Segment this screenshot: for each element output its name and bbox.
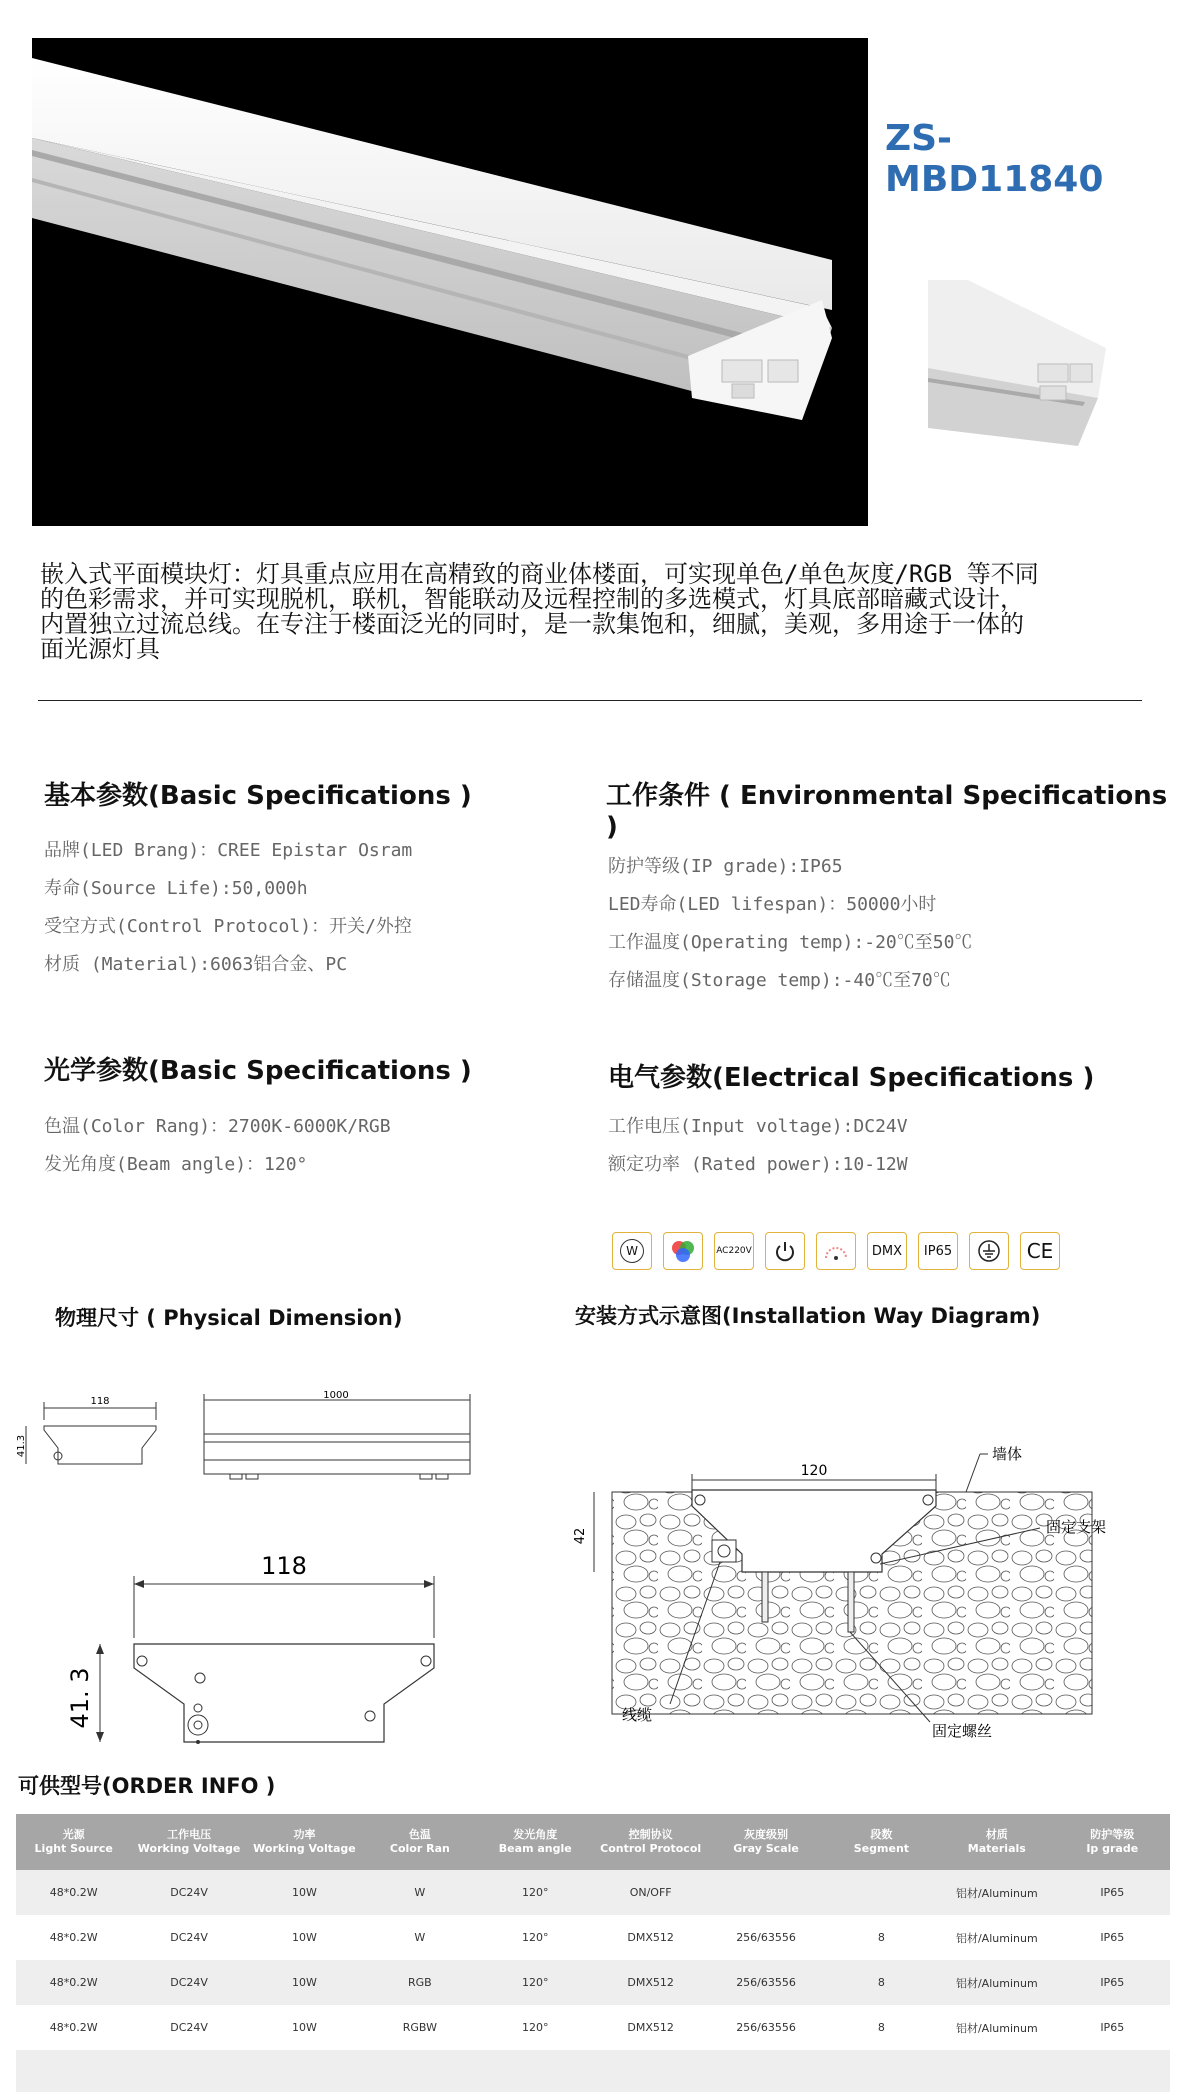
table-cell: 48*0.2W	[16, 2005, 131, 2050]
large-height-label: 41. 3	[66, 1667, 94, 1729]
table-header: 色温 Color Ran	[362, 1814, 477, 1870]
table-row	[16, 1870, 1170, 1915]
w-icon: W	[612, 1232, 652, 1270]
table-cell: 10W	[247, 2005, 362, 2050]
installation-diagram-title: 安装方式示意图(Installation Way Diagram)	[575, 1304, 1041, 1328]
table-cell: DMX512	[593, 1960, 708, 2005]
table-cell: DC24V	[131, 1960, 246, 2005]
table-cell	[824, 1870, 939, 1915]
product-model-title: ZS-MBD11840	[885, 118, 1104, 200]
spec-ip-grade: 防护等级(IP grade):IP65	[608, 856, 843, 877]
table-cell: IP65	[1055, 1915, 1170, 1960]
table-cell: 铝材/Aluminum	[939, 1870, 1054, 1915]
spec-led-lifespan: LED寿命(LED lifespan)：50000小时	[608, 894, 937, 915]
large-width-label: 118	[261, 1552, 307, 1580]
power-icon	[765, 1232, 805, 1270]
table-cell: 256/63556	[708, 2005, 823, 2050]
spec-color-range: 色温(Color Rang)：2700K-6000K/RGB	[44, 1116, 391, 1137]
spec-rated-power: 额定功率 (Rated power):10-12W	[608, 1154, 908, 1175]
table-cell: DMX512	[593, 1915, 708, 1960]
spec-brand: 品牌(LED Brang)：CREE Epistar Osram	[44, 840, 413, 861]
basic-specs-title: 基本参数(Basic Specifications )	[44, 781, 472, 811]
install-height-label: 42	[573, 1527, 588, 1545]
table-cell: 铝材/Aluminum	[939, 1915, 1054, 1960]
table-row	[16, 2005, 1170, 2050]
table-header: 功率 Working Voltage	[247, 1814, 362, 1870]
table-cell: IP65	[1055, 1870, 1170, 1915]
wall-label: 墙体	[992, 1445, 1023, 1463]
table-cell: IP65	[1055, 2005, 1170, 2050]
bracket-label: 固定支架	[1046, 1518, 1107, 1536]
spec-operating-temp: 工作温度(Operating temp):-20℃至50℃	[608, 932, 973, 953]
spec-input-voltage: 工作电压(Input voltage):DC24V	[608, 1116, 908, 1137]
certification-badges	[612, 1232, 1060, 1270]
table-cell: 48*0.2W	[16, 1915, 131, 1960]
small-width-label: 118	[90, 1396, 110, 1407]
table-cell: DC24V	[131, 1870, 246, 1915]
table-row	[16, 1915, 1170, 1960]
electrical-specs-title: 电气参数(Electrical Specifications )	[608, 1063, 1095, 1093]
table-cell: 铝材/Aluminum	[939, 1960, 1054, 2005]
table-cell: W	[362, 1870, 477, 1915]
ce-icon: CE	[1020, 1232, 1060, 1270]
table-cell: RGB	[362, 1960, 477, 2005]
order-info-title: 可供型号(ORDER INFO )	[18, 1774, 276, 1798]
physical-dimension-title: 物理尺寸 ( Physical Dimension)	[55, 1306, 403, 1330]
table-cell: 120°	[478, 2005, 593, 2050]
table-cell: 铝材/Aluminum	[939, 2005, 1054, 2050]
table-header: 发光角度 Beam angle	[478, 1814, 593, 1870]
spec-beam-angle: 发光角度(Beam angle)：120°	[44, 1154, 308, 1175]
table-header: 控制协议 Control Protocol	[593, 1814, 708, 1870]
table-cell: 10W	[247, 1915, 362, 1960]
table-cell: 120°	[478, 1960, 593, 2005]
spec-life: 寿命(Source Life):50,000h	[44, 878, 308, 899]
table-cell: W	[362, 1915, 477, 1960]
table-header: 段数 Segment	[824, 1814, 939, 1870]
spec-storage-temp: 存储温度(Storage temp):-40℃至70℃	[608, 970, 951, 991]
ac220v-icon: AC220V	[714, 1232, 754, 1270]
table-header-row	[16, 1814, 1170, 1870]
table-row	[16, 1960, 1170, 2005]
small-dimension-drawings	[18, 1390, 478, 1500]
table-cell: 8	[824, 1960, 939, 2005]
table-cell: 48*0.2W	[16, 1870, 131, 1915]
table-cell: IP65	[1055, 1960, 1170, 2005]
rgb-icon	[663, 1232, 703, 1270]
environment-specs-title: 工作条件 ( Environmental Specifications )	[606, 781, 1168, 842]
table-cell: 10W	[247, 1870, 362, 1915]
divider	[38, 700, 1142, 701]
dmx-icon: DMX	[867, 1232, 907, 1270]
table-cell: 120°	[478, 1915, 593, 1960]
table-cell: 256/63556	[708, 1960, 823, 2005]
small-height-label: 41.3	[16, 1434, 27, 1458]
table-cell: 10W	[247, 1960, 362, 2005]
table-cell: 8	[824, 2005, 939, 2050]
table-cell: 48*0.2W	[16, 1960, 131, 2005]
optical-specs-title: 光学参数(Basic Specifications )	[44, 1056, 472, 1086]
table-header: 光源 Light Source	[16, 1814, 131, 1870]
length-label: 1000	[323, 1390, 349, 1401]
product-thumbnail-image	[928, 278, 1108, 448]
table-cell: DC24V	[131, 1915, 246, 1960]
cable-label: 线缆	[622, 1706, 653, 1724]
table-cell: 8	[824, 1915, 939, 1960]
install-width-label: 120	[800, 1463, 828, 1479]
table-cell: ON/OFF	[593, 1870, 708, 1915]
order-table	[16, 1814, 1170, 2050]
table-cell: 120°	[478, 1870, 593, 1915]
table-footer-band	[16, 2050, 1170, 2092]
spec-control: 受空方式(Control Protocol)：开关/外控	[44, 916, 412, 937]
table-header: 工作电压 Working Voltage	[131, 1814, 246, 1870]
table-cell: DMX512	[593, 2005, 708, 2050]
table-cell: RGBW	[362, 2005, 477, 2050]
product-description: 嵌入式平面模块灯：灯具重点应用在高精致的商业体楼面，可实现单色/单色灰度/RGB 等不同 的色彩需求，并可实现脱机，联机，智能联动及远程控制的多选模式，灯具底部暗藏式设计， 内置独立过流总线。在专注于楼面泛光的同时，是一款集饱和，细腻，美观，多用途于一体的 面光源灯具	[40, 560, 1039, 663]
ground-icon	[969, 1232, 1009, 1270]
installation-diagram	[570, 1440, 1130, 1740]
table-cell: 256/63556	[708, 1915, 823, 1960]
table-header: 防护等级 Ip grade	[1055, 1814, 1170, 1870]
table-header: 灰度级别 Gray Scale	[708, 1814, 823, 1870]
table-header: 材质 Materials	[939, 1814, 1054, 1870]
ip65-icon: IP65	[918, 1232, 958, 1270]
dimmer-icon	[816, 1232, 856, 1270]
large-dimension-drawing	[66, 1548, 450, 1748]
table-cell: DC24V	[131, 2005, 246, 2050]
table-cell	[708, 1870, 823, 1915]
product-hero-image	[32, 38, 868, 526]
spec-material: 材质 (Material):6063铝合金、PC	[44, 954, 348, 975]
screw-label: 固定螺丝	[932, 1722, 993, 1740]
